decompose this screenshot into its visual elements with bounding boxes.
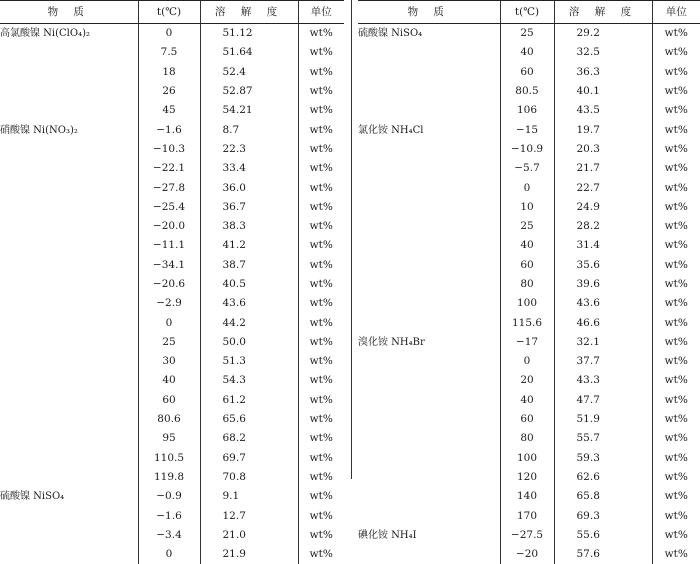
- unit-cell: wt%: [652, 545, 700, 564]
- unit-cell: wt%: [652, 178, 700, 197]
- temperature-cell: 25: [138, 333, 200, 352]
- temperature-cell: 60: [138, 391, 200, 410]
- header-substance: 物 质: [0, 1, 138, 24]
- temperature-cell: 40: [138, 371, 200, 390]
- table-row: [0, 410, 344, 429]
- solubility-cell: 51.9: [554, 410, 652, 429]
- temperature-cell: −25.4: [138, 198, 200, 217]
- unit-cell: wt%: [298, 275, 344, 294]
- temperature-cell: 80: [500, 275, 554, 294]
- table-row: [0, 178, 344, 197]
- temperature-cell: −3.4: [138, 526, 200, 545]
- solubility-cell: 52.4: [200, 63, 298, 82]
- solubility-cell: 54.3: [200, 371, 298, 390]
- right-table-body: [358, 24, 700, 564]
- solubility-cell: 32.5: [554, 43, 652, 62]
- substance-cell: 氯化铵 NH₄Cl: [358, 120, 500, 139]
- table-row: [358, 545, 700, 564]
- solubility-cell: 57.6: [554, 545, 652, 564]
- unit-cell: wt%: [298, 43, 344, 62]
- temperature-cell: −1.6: [138, 506, 200, 525]
- table-row: [0, 506, 344, 525]
- unit-cell: wt%: [652, 24, 700, 44]
- table-row: [0, 294, 344, 313]
- substance-cell: [358, 101, 500, 120]
- unit-cell: wt%: [652, 506, 700, 525]
- temperature-cell: 10: [500, 198, 554, 217]
- substance-cell: [0, 256, 138, 275]
- table-row: [0, 120, 344, 139]
- solubility-cell: 61.2: [200, 391, 298, 410]
- solubility-cell: 51.3: [200, 352, 298, 371]
- table-row: [358, 333, 700, 352]
- temperature-cell: −10.3: [138, 140, 200, 159]
- solubility-cell: 69.7: [200, 449, 298, 468]
- substance-cell: [0, 526, 138, 545]
- header-temperature: t(℃): [500, 1, 554, 24]
- solubility-cell: 33.4: [200, 159, 298, 178]
- temperature-cell: 7.5: [138, 43, 200, 62]
- unit-cell: wt%: [652, 487, 700, 506]
- substance-cell: [0, 82, 138, 101]
- solubility-cell: 59.3: [554, 449, 652, 468]
- solubility-cell: 43.6: [554, 294, 652, 313]
- substance-cell: 溴化铵 NH₄Br: [358, 333, 500, 352]
- unit-cell: wt%: [298, 24, 344, 44]
- substance-cell: [358, 371, 500, 390]
- solubility-cell: 41.2: [200, 236, 298, 255]
- solubility-cell: 65.8: [554, 487, 652, 506]
- table-row: [358, 159, 700, 178]
- substance-cell: [0, 236, 138, 255]
- temperature-cell: 115.6: [500, 313, 554, 332]
- unit-cell: wt%: [652, 468, 700, 487]
- temperature-cell: −10.9: [500, 140, 554, 159]
- substance-cell: 碘化铵 NH₄I: [358, 526, 500, 545]
- temperature-cell: −5.7: [500, 159, 554, 178]
- substance-cell: [0, 294, 138, 313]
- temperature-cell: −22.1: [138, 159, 200, 178]
- solubility-cell: 50.0: [200, 333, 298, 352]
- solubility-cell: 22.3: [200, 140, 298, 159]
- unit-cell: wt%: [298, 82, 344, 101]
- temperature-cell: 26: [138, 82, 200, 101]
- unit-cell: wt%: [298, 63, 344, 82]
- temperature-cell: 170: [500, 506, 554, 525]
- table-row: [0, 545, 344, 564]
- substance-cell: [358, 140, 500, 159]
- solubility-cell: 52.87: [200, 82, 298, 101]
- solubility-cell: 24.9: [554, 198, 652, 217]
- substance-cell: [0, 140, 138, 159]
- unit-cell: wt%: [652, 352, 700, 371]
- unit-cell: wt%: [652, 313, 700, 332]
- solubility-cell: 43.3: [554, 371, 652, 390]
- temperature-cell: 60: [500, 63, 554, 82]
- unit-cell: wt%: [298, 294, 344, 313]
- substance-cell: [358, 294, 500, 313]
- unit-cell: wt%: [298, 140, 344, 159]
- table-row: [358, 429, 700, 448]
- unit-cell: wt%: [652, 371, 700, 390]
- solubility-cell: 32.1: [554, 333, 652, 352]
- substance-cell: [358, 198, 500, 217]
- table-row: [358, 275, 700, 294]
- table-row: [358, 487, 700, 506]
- solubility-cell: 36.0: [200, 178, 298, 197]
- solubility-cell: 29.2: [554, 24, 652, 44]
- temperature-cell: 40: [500, 43, 554, 62]
- temperature-cell: 25: [500, 217, 554, 236]
- substance-cell: [0, 468, 138, 487]
- table-row: [0, 140, 344, 159]
- unit-cell: wt%: [652, 120, 700, 139]
- table-row: [0, 468, 344, 487]
- table-row: [0, 24, 344, 44]
- solubility-cell: 21.7: [554, 159, 652, 178]
- unit-cell: wt%: [298, 178, 344, 197]
- temperature-cell: −20.6: [138, 275, 200, 294]
- table-row: [358, 313, 700, 332]
- unit-cell: wt%: [652, 82, 700, 101]
- table-row: [0, 101, 344, 120]
- substance-cell: [0, 391, 138, 410]
- substance-cell: [358, 256, 500, 275]
- unit-cell: wt%: [298, 449, 344, 468]
- solubility-cell: 55.7: [554, 429, 652, 448]
- solubility-cell: 46.6: [554, 313, 652, 332]
- table-row: [0, 313, 344, 332]
- center-divider: [351, 0, 352, 479]
- unit-cell: wt%: [298, 371, 344, 390]
- solubility-cell: 38.7: [200, 256, 298, 275]
- table-row: [0, 82, 344, 101]
- table-row: [358, 43, 700, 62]
- substance-cell: [0, 545, 138, 564]
- unit-cell: wt%: [298, 352, 344, 371]
- temperature-cell: 119.8: [138, 468, 200, 487]
- table-row: [358, 526, 700, 545]
- table-row: [358, 410, 700, 429]
- temperature-cell: 40: [500, 236, 554, 255]
- unit-cell: wt%: [652, 275, 700, 294]
- substance-cell: [0, 429, 138, 448]
- solubility-cell: 65.6: [200, 410, 298, 429]
- solubility-cell: 35.6: [554, 256, 652, 275]
- table-row: [0, 333, 344, 352]
- solubility-cell: 36.3: [554, 63, 652, 82]
- table-row: [358, 120, 700, 139]
- table-row: [358, 63, 700, 82]
- substance-cell: [0, 198, 138, 217]
- solubility-cell: 37.7: [554, 352, 652, 371]
- substance-cell: [358, 391, 500, 410]
- substance-cell: [358, 43, 500, 62]
- temperature-cell: 60: [500, 410, 554, 429]
- left-table-body: [0, 24, 344, 564]
- temperature-cell: 80.6: [138, 410, 200, 429]
- solubility-cell: 9.1: [200, 487, 298, 506]
- unit-cell: wt%: [298, 256, 344, 275]
- temperature-cell: 110.5: [138, 449, 200, 468]
- table-row: [0, 236, 344, 255]
- temperature-cell: −20.0: [138, 217, 200, 236]
- table-row: [0, 371, 344, 390]
- substance-cell: 硫酸镍 NiSO₄: [0, 487, 138, 506]
- table-row: [358, 140, 700, 159]
- unit-cell: wt%: [652, 236, 700, 255]
- substance-cell: [358, 468, 500, 487]
- temperature-cell: 0: [138, 545, 200, 564]
- solubility-cell: 43.6: [200, 294, 298, 313]
- table-row: [358, 24, 700, 44]
- table-row: [358, 449, 700, 468]
- temperature-cell: 80.5: [500, 82, 554, 101]
- substance-cell: [358, 506, 500, 525]
- unit-cell: wt%: [652, 449, 700, 468]
- table-header-row: [358, 1, 700, 24]
- unit-cell: wt%: [298, 198, 344, 217]
- substance-cell: [358, 82, 500, 101]
- unit-cell: wt%: [652, 410, 700, 429]
- unit-cell: wt%: [652, 429, 700, 448]
- table-row: [0, 256, 344, 275]
- unit-cell: wt%: [652, 101, 700, 120]
- unit-cell: wt%: [298, 236, 344, 255]
- unit-cell: wt%: [298, 487, 344, 506]
- unit-cell: wt%: [298, 391, 344, 410]
- substance-cell: [358, 352, 500, 371]
- temperature-cell: −1.6: [138, 120, 200, 139]
- temperature-cell: −27.8: [138, 178, 200, 197]
- substance-cell: [0, 217, 138, 236]
- unit-cell: wt%: [298, 313, 344, 332]
- solubility-cell: 19.7: [554, 120, 652, 139]
- solubility-cell: 54.21: [200, 101, 298, 120]
- solubility-cell: 8.7: [200, 120, 298, 139]
- temperature-cell: −20: [500, 545, 554, 564]
- solubility-cell: 62.6: [554, 468, 652, 487]
- temperature-cell: 18: [138, 63, 200, 82]
- temperature-cell: 95: [138, 429, 200, 448]
- substance-cell: [0, 333, 138, 352]
- unit-cell: wt%: [298, 120, 344, 139]
- unit-cell: wt%: [298, 468, 344, 487]
- substance-cell: [0, 506, 138, 525]
- table-row: [358, 101, 700, 120]
- solubility-cell: 55.6: [554, 526, 652, 545]
- temperature-cell: 20: [500, 371, 554, 390]
- unit-cell: wt%: [652, 391, 700, 410]
- table-row: [0, 526, 344, 545]
- table-row: [0, 487, 344, 506]
- solubility-cell: 28.2: [554, 217, 652, 236]
- table-row: [358, 468, 700, 487]
- solubility-cell: 44.2: [200, 313, 298, 332]
- temperature-cell: 25: [500, 24, 554, 44]
- solubility-cell: 38.3: [200, 217, 298, 236]
- substance-cell: [358, 236, 500, 255]
- substance-cell: [0, 352, 138, 371]
- unit-cell: wt%: [652, 140, 700, 159]
- table-row: [358, 506, 700, 525]
- solubility-cell: 51.12: [200, 24, 298, 44]
- temperature-cell: −27.5: [500, 526, 554, 545]
- table-row: [358, 82, 700, 101]
- temperature-cell: −0.9: [138, 487, 200, 506]
- temperature-cell: 100: [500, 449, 554, 468]
- unit-cell: wt%: [298, 506, 344, 525]
- substance-cell: [0, 178, 138, 197]
- temperature-cell: 45: [138, 101, 200, 120]
- unit-cell: wt%: [298, 159, 344, 178]
- substance-cell: [0, 63, 138, 82]
- unit-cell: wt%: [298, 429, 344, 448]
- table-row: [358, 352, 700, 371]
- table-row: [358, 198, 700, 217]
- substance-cell: [358, 178, 500, 197]
- solubility-cell: 22.7: [554, 178, 652, 197]
- substance-cell: [358, 217, 500, 236]
- substance-cell: [0, 410, 138, 429]
- temperature-cell: 100: [500, 294, 554, 313]
- substance-cell: [358, 313, 500, 332]
- header-solubility: 溶 解 度: [554, 1, 652, 24]
- solubility-cell: 12.7: [200, 506, 298, 525]
- substance-cell: [358, 545, 500, 564]
- temperature-cell: 140: [500, 487, 554, 506]
- solubility-cell: 21.0: [200, 526, 298, 545]
- temperature-cell: 106: [500, 101, 554, 120]
- substance-cell: [358, 429, 500, 448]
- substance-cell: [0, 371, 138, 390]
- temperature-cell: −11.1: [138, 236, 200, 255]
- unit-cell: wt%: [652, 333, 700, 352]
- unit-cell: wt%: [652, 159, 700, 178]
- unit-cell: wt%: [298, 217, 344, 236]
- substance-cell: [0, 449, 138, 468]
- substance-cell: 硫酸镍 NiSO₄: [358, 24, 500, 44]
- table-row: [0, 43, 344, 62]
- unit-cell: wt%: [298, 526, 344, 545]
- solubility-cell: 39.6: [554, 275, 652, 294]
- unit-cell: wt%: [298, 333, 344, 352]
- temperature-cell: 40: [500, 391, 554, 410]
- temperature-cell: 80: [500, 429, 554, 448]
- table-row: [0, 63, 344, 82]
- temperature-cell: −17: [500, 333, 554, 352]
- left-solubility-table: [0, 0, 344, 564]
- table-row: [0, 391, 344, 410]
- table-row: [0, 352, 344, 371]
- unit-cell: wt%: [652, 256, 700, 275]
- solubility-cell: 20.3: [554, 140, 652, 159]
- solubility-cell: 21.9: [200, 545, 298, 564]
- solubility-cell: 31.4: [554, 236, 652, 255]
- header-substance: 物 质: [358, 1, 500, 24]
- header-unit: 单位: [652, 1, 700, 24]
- solubility-cell: 68.2: [200, 429, 298, 448]
- table-row: [0, 159, 344, 178]
- solubility-cell: 47.7: [554, 391, 652, 410]
- right-solubility-table: [358, 0, 700, 564]
- unit-cell: wt%: [298, 545, 344, 564]
- table-row: [0, 198, 344, 217]
- substance-cell: [358, 449, 500, 468]
- substance-cell: 高氯酸镍 Ni(ClO₄)₂: [0, 24, 138, 44]
- table-row: [358, 217, 700, 236]
- temperature-cell: −2.9: [138, 294, 200, 313]
- unit-cell: wt%: [652, 526, 700, 545]
- temperature-cell: 0: [500, 178, 554, 197]
- temperature-cell: 0: [500, 352, 554, 371]
- table-row: [358, 178, 700, 197]
- solubility-cell: 40.5: [200, 275, 298, 294]
- unit-cell: wt%: [298, 410, 344, 429]
- substance-cell: [358, 487, 500, 506]
- table-row: [358, 371, 700, 390]
- substance-cell: 硝酸镍 Ni(NO₃)₂: [0, 120, 138, 139]
- table-row: [358, 236, 700, 255]
- table-row: [0, 429, 344, 448]
- table-row: [0, 217, 344, 236]
- temperature-cell: 0: [138, 24, 200, 44]
- substance-cell: [358, 410, 500, 429]
- temperature-cell: −34.1: [138, 256, 200, 275]
- solubility-cell: 69.3: [554, 506, 652, 525]
- substance-cell: [358, 159, 500, 178]
- table-row: [358, 294, 700, 313]
- unit-cell: wt%: [652, 63, 700, 82]
- solubility-cell: 70.8: [200, 468, 298, 487]
- substance-cell: [358, 275, 500, 294]
- temperature-cell: −15: [500, 120, 554, 139]
- header-unit: 单位: [298, 1, 344, 24]
- substance-cell: [0, 159, 138, 178]
- solubility-cell: 40.1: [554, 82, 652, 101]
- substance-cell: [0, 275, 138, 294]
- temperature-cell: 120: [500, 468, 554, 487]
- unit-cell: wt%: [652, 198, 700, 217]
- substance-cell: [0, 313, 138, 332]
- header-temperature: t(℃): [138, 1, 200, 24]
- table-row: [0, 275, 344, 294]
- unit-cell: wt%: [652, 294, 700, 313]
- substance-cell: [0, 101, 138, 120]
- unit-cell: wt%: [298, 101, 344, 120]
- solubility-cell: 36.7: [200, 198, 298, 217]
- unit-cell: wt%: [652, 43, 700, 62]
- solubility-cell: 43.5: [554, 101, 652, 120]
- temperature-cell: 30: [138, 352, 200, 371]
- table-row: [358, 391, 700, 410]
- table-row: [0, 449, 344, 468]
- table-row: [358, 256, 700, 275]
- header-solubility: 溶 解 度: [200, 1, 298, 24]
- temperature-cell: 60: [500, 256, 554, 275]
- temperature-cell: 0: [138, 313, 200, 332]
- unit-cell: wt%: [652, 217, 700, 236]
- substance-cell: [358, 63, 500, 82]
- substance-cell: [0, 43, 138, 62]
- table-header-row: [0, 1, 344, 24]
- solubility-cell: 51.64: [200, 43, 298, 62]
